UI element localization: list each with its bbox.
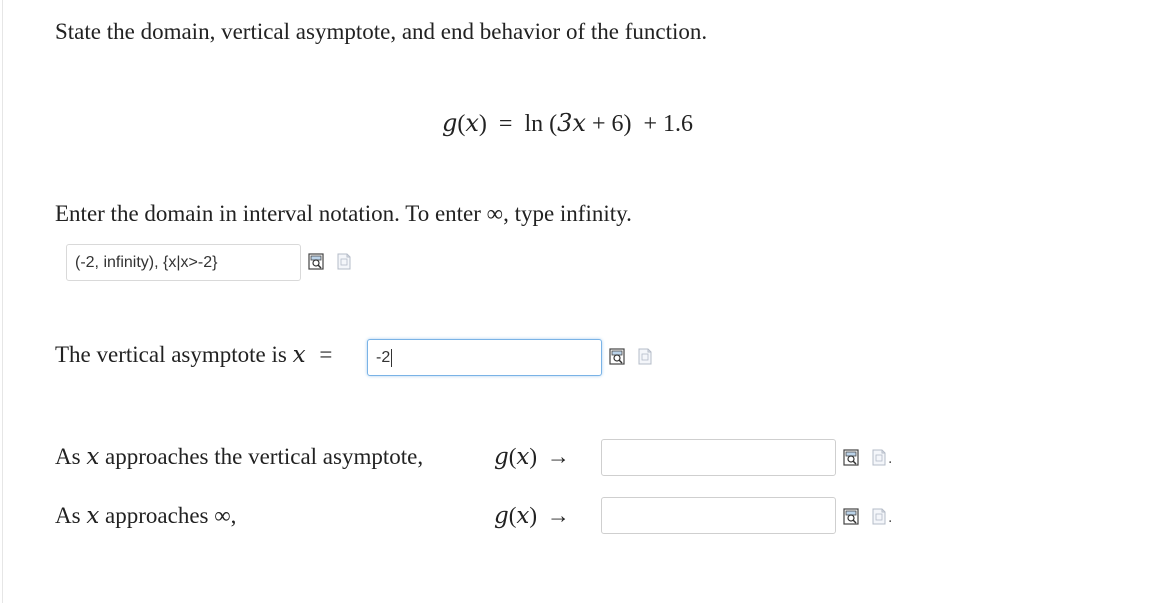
- formula-ln: ln: [524, 111, 544, 137]
- preview-icon[interactable]: [609, 348, 625, 365]
- row1-answer-input[interactable]: [601, 439, 836, 476]
- answer-tools-icon[interactable]: [871, 508, 887, 525]
- domain-instruction-before: Enter the domain in interval notation. To enter: [55, 201, 487, 226]
- formula-func-name: g: [442, 109, 458, 137]
- asymptote-answer-value: -2: [376, 349, 391, 366]
- row2-label-after: approaches ∞,: [99, 503, 237, 528]
- row1-g: g: [494, 444, 509, 470]
- asymptote-answer-input[interactable]: [367, 339, 602, 376]
- preview-icon[interactable]: [843, 449, 859, 466]
- asymptote-var: x: [292, 342, 306, 368]
- row2-x: x: [516, 503, 530, 529]
- row2-g: g: [494, 503, 509, 529]
- formula-plus: +: [591, 111, 606, 137]
- row1-label-after: approaches the vertical asymptote,: [99, 444, 424, 469]
- row1-label-before: As: [55, 444, 87, 469]
- formula-inner-open: (: [549, 111, 558, 137]
- answer-tools-icon[interactable]: [871, 449, 887, 466]
- infinity-symbol: ∞: [486, 201, 504, 226]
- formula-const: 1.6: [663, 111, 694, 137]
- preview-icon[interactable]: [308, 253, 324, 270]
- row1-period: .: [888, 450, 893, 467]
- row2-period: .: [888, 509, 893, 526]
- formula-inner-const: 6: [611, 111, 624, 137]
- preview-icon[interactable]: [843, 508, 859, 525]
- row1-x: x: [516, 444, 530, 470]
- left-border: [2, 0, 3, 603]
- question-prompt: State the domain, vertical asymptote, and end behavior of the function.: [55, 19, 708, 44]
- row2-arrow: →: [546, 503, 570, 528]
- answer-tools-icon[interactable]: [637, 348, 653, 365]
- formula-plus-2: +: [643, 111, 658, 137]
- row2-answer-input[interactable]: [601, 497, 836, 534]
- end-behavior-row1-label: [55, 443, 423, 471]
- formula-inner-term: 3x: [557, 109, 586, 137]
- domain-answer-input[interactable]: (-2, infinity), {x|x>-2}: [66, 244, 301, 281]
- asymptote-equals: =: [319, 342, 333, 367]
- formula-lparen: (: [457, 111, 466, 137]
- function-formula: [442, 108, 693, 139]
- row2-g-expression: g(x) →: [494, 503, 570, 529]
- row2-label-before: As: [55, 503, 87, 528]
- formula-equals: =: [498, 111, 513, 137]
- row1-g-expression: g(x) →: [494, 444, 570, 470]
- end-behavior-row2-label: [55, 502, 236, 530]
- row2-var: x: [86, 503, 100, 529]
- answer-tools-icon[interactable]: [336, 253, 352, 270]
- domain-instruction: [55, 200, 632, 228]
- domain-instruction-after: , type infinity.: [503, 201, 632, 226]
- text-cursor: [391, 349, 392, 367]
- formula-rparen: ): [478, 111, 487, 137]
- asymptote-label-before: The vertical asymptote is: [55, 342, 293, 367]
- row1-var: x: [86, 444, 100, 470]
- formula-inner-close: ): [623, 111, 632, 137]
- row1-arrow: →: [546, 444, 570, 469]
- asymptote-label: [55, 341, 332, 369]
- formula-var: x: [465, 109, 479, 137]
